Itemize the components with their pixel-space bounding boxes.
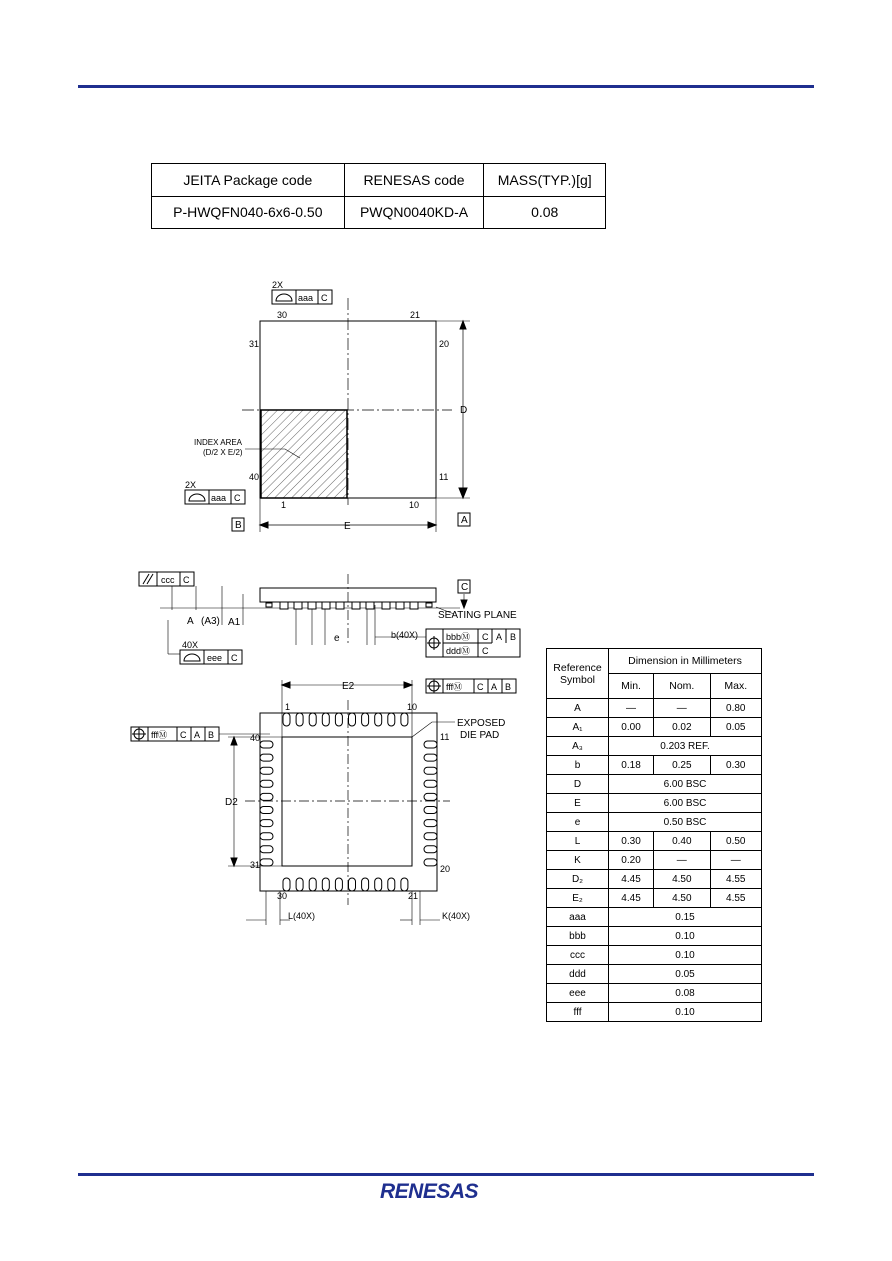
value-cell: 0.05 [609,965,762,984]
min-cell: 4.45 [609,889,654,908]
lead-pad [322,878,329,891]
lead-pad [335,878,342,891]
lead-pad [388,878,395,891]
table-row [547,1003,762,1022]
lead-pad [260,767,273,774]
lead-pad [424,807,437,814]
table-row [547,718,762,737]
index-area-label: INDEX AREA [194,438,243,447]
tol-ccc-c: C [183,575,190,585]
symbol-cell: b [547,756,609,775]
symbol-cell: aaa [547,908,609,927]
die-pad-label: DIE PAD [460,730,500,741]
table-row [547,699,762,718]
exposed-die-pad [282,737,412,866]
tol-fff-left-a: A [194,730,201,740]
bot-pin-31: 31 [250,860,261,870]
min-cell: — [609,699,654,718]
nom-cell: 4.50 [654,889,710,908]
dim-d-label: D [460,405,468,416]
renesas-code: PWQN0040KD-A [344,196,484,229]
nom-cell: 0.40 [654,832,710,851]
bot-pin-1: 1 [285,702,291,712]
symbol-cell: D₂ [547,870,609,889]
top-pin-10: 10 [409,500,420,510]
exposed-label: EXPOSED [457,718,506,729]
tol-bbb: bbbⓂ [446,632,471,642]
lead-pad [296,878,303,891]
table-row [547,908,762,927]
dim-l40x: L(40X) [288,911,316,921]
lead-pad [349,878,356,891]
dim-k40x: K(40X) [442,911,471,921]
top-pin-20: 20 [439,339,450,349]
symbol-cell: bbb [547,927,609,946]
table-row [547,946,762,965]
footer-rule [78,1173,814,1176]
min-cell: 4.45 [609,870,654,889]
lead-pad [424,780,437,787]
table-row [547,870,762,889]
value-cell: 0.15 [609,908,762,927]
ref-header-line2: Symbol [559,673,595,686]
tol-2x-bot: 2X [185,480,197,490]
lead-pad [424,793,437,800]
symbol-cell: A₁ [547,718,609,737]
nom-cell: — [654,699,710,718]
lead-pad [362,713,369,726]
lead-pad [375,713,382,726]
table-row [547,775,762,794]
tol-ccc: ccc [161,575,175,585]
table-row [547,984,762,1003]
svg-text:RENESAS: RENESAS [380,1180,479,1202]
max-cell: 0.30 [710,756,761,775]
dimension-group-header: Dimension in Millimeters [609,649,762,674]
nom-cell: 0.25 [654,756,710,775]
lead-pad [424,767,437,774]
datum-b: B [235,520,242,531]
table-row [547,832,762,851]
table-row [547,737,762,756]
tol-fff-left-c: C [180,730,187,740]
tol-c-top: C [321,293,328,303]
min-cell: 0.20 [609,851,654,870]
value-cell: 0.203 REF. [609,737,762,756]
table-row [547,794,762,813]
bot-pin-30: 30 [277,891,288,901]
reference-symbol-header [547,649,609,699]
table-row [547,813,762,832]
dim-b40x: b(40X) [391,630,419,640]
lead-pad [424,741,437,748]
lead-pad [424,820,437,827]
col-nom-header: Nom. [654,674,710,699]
max-cell: 4.55 [710,870,761,889]
lead-pad [424,833,437,840]
datum-c: C [461,582,469,593]
index-area-sub: (D/2 X E/2) [203,448,243,457]
lead-pad [260,807,273,814]
symbol-cell: L [547,832,609,851]
lead-pad [283,713,290,726]
max-cell: 0.05 [710,718,761,737]
value-cell: 0.50 BSC [609,813,762,832]
lead-pad [309,713,316,726]
value-cell: 0.10 [609,1003,762,1022]
tol-bbb-c: C [482,632,489,642]
bottom-leads [260,713,437,891]
value-cell: 6.00 BSC [609,794,762,813]
lead-pad [349,713,356,726]
dim-e2: E2 [342,681,355,692]
index-area-hatch [261,410,347,498]
min-cell: 0.18 [609,756,654,775]
lead-pad [309,878,316,891]
value-cell: 0.10 [609,946,762,965]
tol-aaa-bot: aaa [211,493,227,503]
dim-d2: D2 [225,797,238,808]
top-pin-1: 1 [281,500,287,510]
lead-pad [260,820,273,827]
tol-eee: eee [207,653,223,663]
col-min-header: Min. [609,674,654,699]
max-cell: 0.50 [710,832,761,851]
tol-aaa-top: aaa [298,293,314,303]
lead-pad [424,754,437,761]
dim-e-pitch: e [334,633,340,644]
top-pin-21: 21 [410,310,421,320]
tol-fff-b: B [505,682,512,692]
symbol-cell: eee [547,984,609,1003]
symbol-cell: D [547,775,609,794]
dim-e-label: E [344,521,351,532]
min-cell: 0.00 [609,718,654,737]
nom-cell: 0.02 [654,718,710,737]
max-cell: 4.55 [710,889,761,908]
lead-pad [260,754,273,761]
symbol-cell: A₃ [547,737,609,756]
mass-value: 0.08 [484,196,606,229]
value-cell: 0.08 [609,984,762,1003]
symbol-cell: E₂ [547,889,609,908]
dimension-table [546,648,762,1022]
lead-pad [283,878,290,891]
tol-fff-c: C [477,682,484,692]
seating-plane-label: SEATING PLANE [438,610,517,621]
bot-pin-21: 21 [408,891,419,901]
lead-pad [296,713,303,726]
top-pin-40: 40 [249,472,260,482]
tol-bbb-b: B [510,632,517,642]
col-max-header: Max. [710,674,761,699]
table-row [547,649,762,674]
bot-pin-11: 11 [440,732,450,742]
tol-bbb-a: A [496,632,503,642]
datum-a: A [461,515,468,526]
symbol-cell: e [547,813,609,832]
value-cell: 6.00 BSC [609,775,762,794]
bot-pin-20: 20 [440,864,451,874]
lead-pad [260,793,273,800]
nom-cell: 4.50 [654,870,710,889]
lead-pad [424,859,437,866]
top-pin-30: 30 [277,310,288,320]
tol-2x-top: 2X [272,280,284,290]
table-row [547,889,762,908]
nom-cell: — [654,851,710,870]
min-cell: 0.30 [609,832,654,851]
lead-pad [335,713,342,726]
bottom-view [131,679,516,925]
lead-pad [260,780,273,787]
renesas-logo [380,1180,512,1202]
symbol-cell: E [547,794,609,813]
symbol-cell: ddd [547,965,609,984]
value-cell: 0.10 [609,927,762,946]
dim-a: A [187,616,194,627]
table-row [547,851,762,870]
tol-fff-left: fffⓂ [151,730,168,740]
lead-pad [388,713,395,726]
tol-eee-c: C [231,653,238,663]
lead-pad [260,741,273,748]
lead-pad [260,859,273,866]
header-mass: MASS(TYP.)[g] [484,164,606,197]
header-renesas: RENESAS code [344,164,484,197]
top-view [185,290,470,532]
top-pin-31: 31 [249,339,260,349]
tol-fff-left-b: B [208,730,215,740]
tol-fff-a: A [491,682,498,692]
tol-fff-top: fffⓂ [446,682,463,692]
table-row [547,927,762,946]
lead-pad [375,878,382,891]
lead-pad [322,713,329,726]
max-cell: 0.80 [710,699,761,718]
lead-pad [362,878,369,891]
max-cell: — [710,851,761,870]
ref-header-line1: Reference [553,661,602,674]
header-jeita: JEITA Package code [152,164,345,197]
lead-pad [424,846,437,853]
lead-pad [260,846,273,853]
lead-pad [401,713,408,726]
symbol-cell: A [547,699,609,718]
jeita-code: P-HWQFN040-6x6-0.50 [152,196,345,229]
lead-pad [260,833,273,840]
bottom-outline [260,713,437,891]
table-row [547,965,762,984]
tol-c-bot: C [234,493,241,503]
bot-pin-10: 10 [407,702,418,712]
bot-pin-40: 40 [250,733,261,743]
lead-pad [401,878,408,891]
table-row [547,756,762,775]
symbol-cell: ccc [547,946,609,965]
tol-ddd-c: C [482,646,489,656]
dim-a1: A1 [228,617,241,628]
tol-ddd: dddⓂ [446,646,471,656]
tol-40x: 40X [182,640,199,650]
symbol-cell: fff [547,1003,609,1022]
symbol-cell: K [547,851,609,870]
dim-a3: (A3) [201,616,220,627]
top-pin-11: 11 [439,472,449,482]
